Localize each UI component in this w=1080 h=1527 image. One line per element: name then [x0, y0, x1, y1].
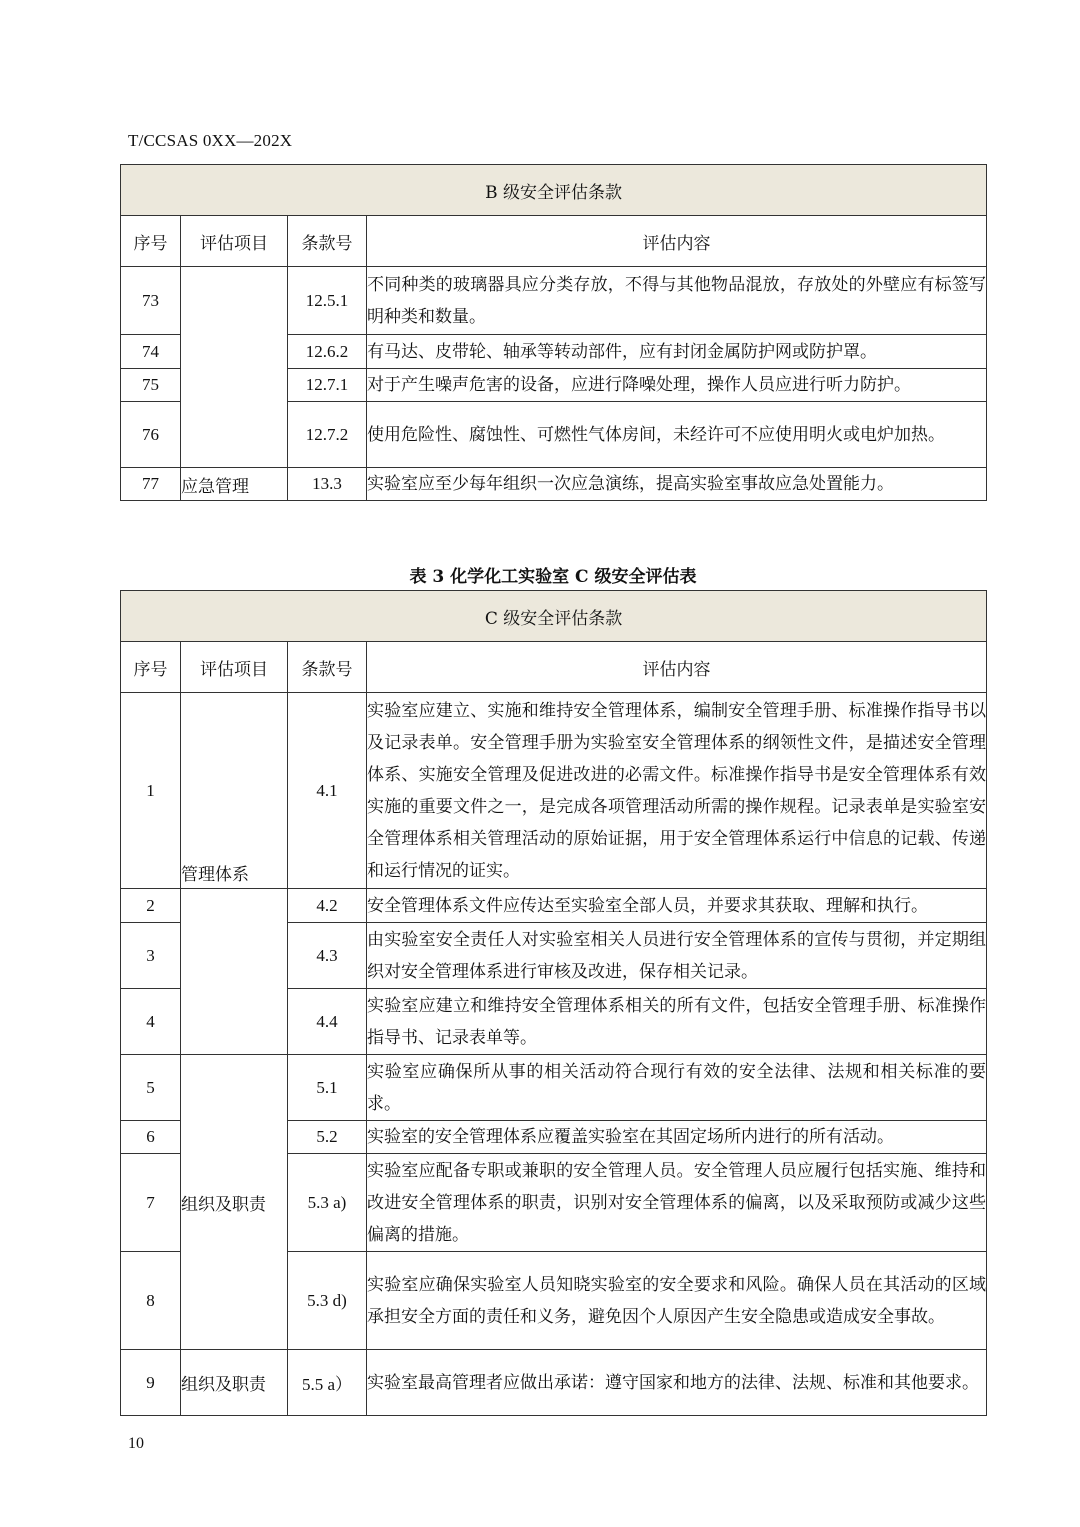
- seq-cell: 4: [121, 989, 181, 1055]
- content-cell: 实验室应配备专职或兼职的安全管理人员。安全管理人员应履行包括实施、维持和改进安全管理体系的职责，识别对安全管理体系的偏离，以及采取预防或减少这些偏离的措施。: [367, 1154, 987, 1252]
- table-row: [121, 267, 987, 335]
- column-header-content: 评估内容: [367, 642, 987, 693]
- column-header-row: [121, 642, 987, 693]
- table-row: [121, 693, 987, 889]
- clause-cell: 12.7.1: [288, 369, 367, 402]
- table-title-row: [121, 591, 987, 642]
- seq-cell: 1: [121, 693, 181, 889]
- content-cell: 不同种类的玻璃器具应分类存放，不得与其他物品混放，存放处的外壁应有标签写明种类和数量。: [367, 267, 987, 335]
- table-row: [121, 889, 987, 923]
- page-number: 10: [128, 1435, 144, 1452]
- seq-cell: 76: [121, 402, 181, 468]
- column-header-clause: 条款号: [288, 642, 367, 693]
- content-cell: 由实验室安全责任人对实验室相关人员进行安全管理体系的宣传与贯彻，并定期组织对安全管理体系进行审核及改进，保存相关记录。: [367, 923, 987, 989]
- seq-cell: 2: [121, 889, 181, 923]
- clause-cell: 4.3: [288, 923, 367, 989]
- content-cell: 安全管理体系文件应传达至实验室全部人员，并要求其获取、理解和执行。: [367, 889, 987, 923]
- document-code: T/CCSAS 0XX—202X: [128, 131, 293, 150]
- clause-cell: 4.1: [288, 693, 367, 889]
- clause-cell: 4.2: [288, 889, 367, 923]
- content-cell: 实验室应确保实验室人员知晓实验室的安全要求和风险。确保人员在其活动的区域承担安全方面的责任和义务，避免因个人原因产生安全隐患或造成安全事故。: [367, 1252, 987, 1350]
- table-row: [121, 468, 987, 501]
- seq-cell: 8: [121, 1252, 181, 1350]
- column-header-row: [121, 216, 987, 267]
- seq-cell: 5: [121, 1055, 181, 1121]
- item-cell-empty: [181, 889, 288, 1055]
- clause-cell: 5.2: [288, 1121, 367, 1154]
- content-cell: 实验室应建立、实施和维持安全管理体系，编制安全管理手册、标准操作指导书以及记录表单。安全管理手册为实验室安全管理体系的纲领性文件，是描述安全管理体系、实施安全管理及促进改进的必需文件。标准操作指导书是安全管理体系有效实施的重要文件之一，是完成各项管理活动所需的操作规程。记录表单是实验室安全管理体系相关管理活动的原始证据，用于安全管理体系运行中信息的记载、传递和运行情况的证实。: [367, 693, 987, 889]
- item-cell-emergency: 应急管理: [181, 468, 288, 501]
- clause-cell: 4.4: [288, 989, 367, 1055]
- clause-cell: 5.1: [288, 1055, 367, 1121]
- item-cell-empty: [181, 267, 288, 468]
- seq-cell: 74: [121, 335, 181, 369]
- table-c-title: C 级安全评估条款: [121, 591, 987, 642]
- table-c-level-assessment: [120, 590, 987, 1416]
- table-3-caption: 表 3 化学化工实验室 C 级安全评估表: [409, 567, 697, 587]
- content-cell: 实验室应至少每年组织一次应急演练，提高实验室事故应急处置能力。: [367, 468, 987, 501]
- column-header-seq: 序号: [121, 642, 181, 693]
- column-header-clause: 条款号: [288, 216, 367, 267]
- content-cell: 实验室应确保所从事的相关活动符合现行有效的安全法律、法规和相关标准的要求。: [367, 1055, 987, 1121]
- content-cell: 有马达、皮带轮、轴承等转动部件，应有封闭金属防护网或防护罩。: [367, 335, 987, 369]
- table-row: [121, 1350, 987, 1416]
- clause-cell: 13.3: [288, 468, 367, 501]
- table-row: [121, 1055, 987, 1121]
- seq-cell: 75: [121, 369, 181, 402]
- content-cell: 实验室应建立和维持安全管理体系相关的所有文件，包括安全管理手册、标准操作指导书、记录表单等。: [367, 989, 987, 1055]
- item-cell-organization-2: 组织及职责: [181, 1350, 288, 1416]
- column-header-item: 评估项目: [181, 216, 288, 267]
- content-cell: 对于产生噪声危害的设备，应进行降噪处理，操作人员应进行听力防护。: [367, 369, 987, 402]
- clause-cell: 5.3 d): [288, 1252, 367, 1350]
- seq-cell: 73: [121, 267, 181, 335]
- item-cell-organization: 组织及职责: [181, 1055, 288, 1350]
- table-b-title: B 级安全评估条款: [121, 165, 987, 216]
- seq-cell: 3: [121, 923, 181, 989]
- seq-cell: 77: [121, 468, 181, 501]
- table-title-row: [121, 165, 987, 216]
- column-header-seq: 序号: [121, 216, 181, 267]
- content-cell: 实验室的安全管理体系应覆盖实验室在其固定场所内进行的所有活动。: [367, 1121, 987, 1154]
- content-cell: 实验室最高管理者应做出承诺：遵守国家和地方的法律、法规、标准和其他要求。: [367, 1350, 987, 1416]
- clause-cell: 12.5.1: [288, 267, 367, 335]
- table-b-level-assessment: [120, 164, 987, 501]
- seq-cell: 6: [121, 1121, 181, 1154]
- item-cell-management-system: 管理体系: [181, 693, 288, 889]
- clause-cell: 5.3 a): [288, 1154, 367, 1252]
- clause-cell: 12.6.2: [288, 335, 367, 369]
- content-cell: 使用危险性、腐蚀性、可燃性气体房间，未经许可不应使用明火或电炉加热。: [367, 402, 987, 468]
- seq-cell: 7: [121, 1154, 181, 1252]
- seq-cell: 9: [121, 1350, 181, 1416]
- clause-cell: 12.7.2: [288, 402, 367, 468]
- clause-cell: 5.5 a）: [288, 1350, 367, 1416]
- column-header-content: 评估内容: [367, 216, 987, 267]
- column-header-item: 评估项目: [181, 642, 288, 693]
